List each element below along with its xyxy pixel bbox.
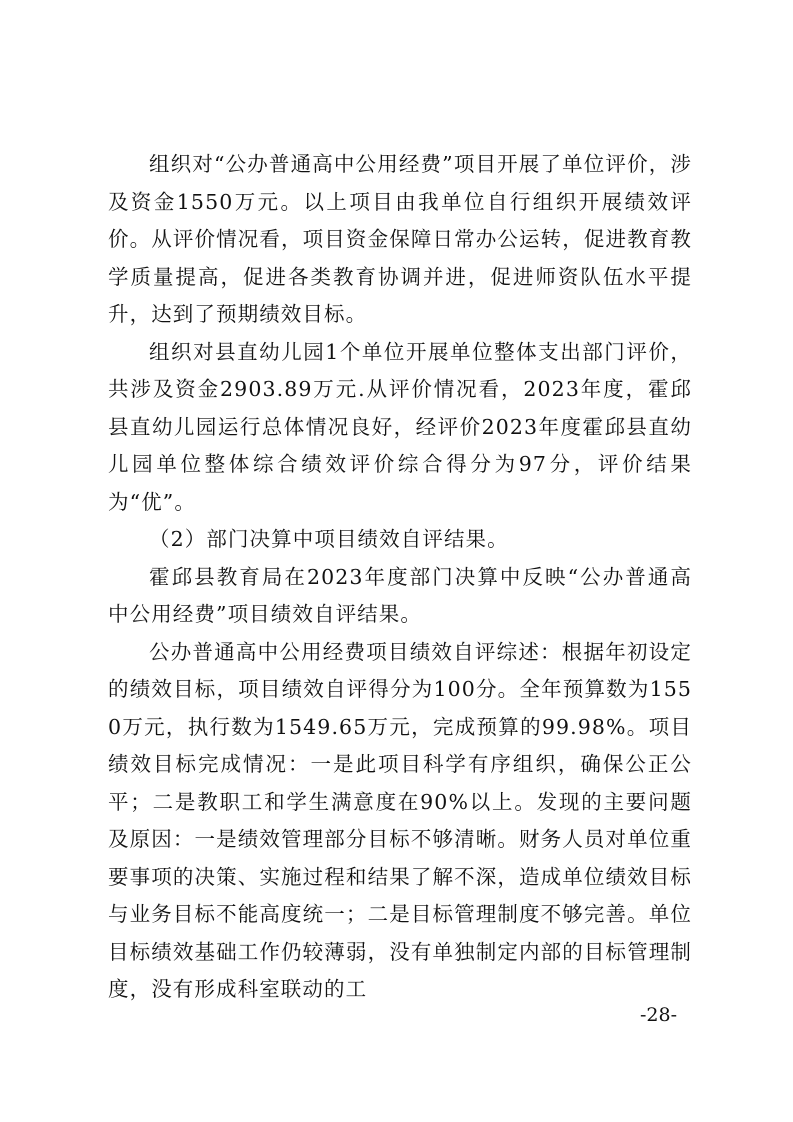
paragraph-project-evaluation: 组织对“公办普通高中公用经费”项目开展了单位评价，涉及资金1550万元。以上项目由我单位自行组织开展绩效评价。从评价情况看，项目资金保障日常办公运转，促进教育教学质量提高，促进各类教育协调并进，促进师资队伍水平提升，达到了预期绩效目标。: [108, 152, 692, 326]
paragraph-final-accounts: 霍邱县教育局在2023年度部门决算中反映“公办普通高中公用经费”项目绩效自评结果。: [108, 564, 692, 626]
page-number: -28-: [640, 1004, 678, 1026]
paragraph-kindergarten-evaluation: 组织对县直幼儿园1个单位开展单位整体支出部门评价，共涉及资金2903.89万元.从评价情况看，2023年度，霍邱县直幼儿园运行总体情况良好，经评价2023年度霍邱县直幼儿园单位整体综合绩效评价综合得分为97分，评价结果为“优”。: [108, 339, 692, 514]
paragraph-self-evaluation-summary: 公办普通高中公用经费项目绩效自评综述：根据年初设定的绩效目标，项目绩效自评得分为100分。全年预算数为1550万元，执行数为1549.65万元，完成预算的99.98%。项目绩效目标完成情况：一是此项目科学有序组织，确保公正公平；二是教职工和学生满意度在90%以上。发现的主要问题及原因：一是绩效管理部分目标不够清晰。财务人员对单位重要事项的决策、实施过程和结果了解不深，造成单位绩效目标与业务目标不能高度统一；二是目标管理制度不够完善。单位目标绩效基础工作仍较薄弱，没有单独制定内部的目标管理制度，没有形成科室联动的工: [108, 639, 692, 1001]
section-heading: （2）部门决算中项目绩效自评结果。: [149, 527, 509, 551]
document-body: [108, 146, 692, 1009]
